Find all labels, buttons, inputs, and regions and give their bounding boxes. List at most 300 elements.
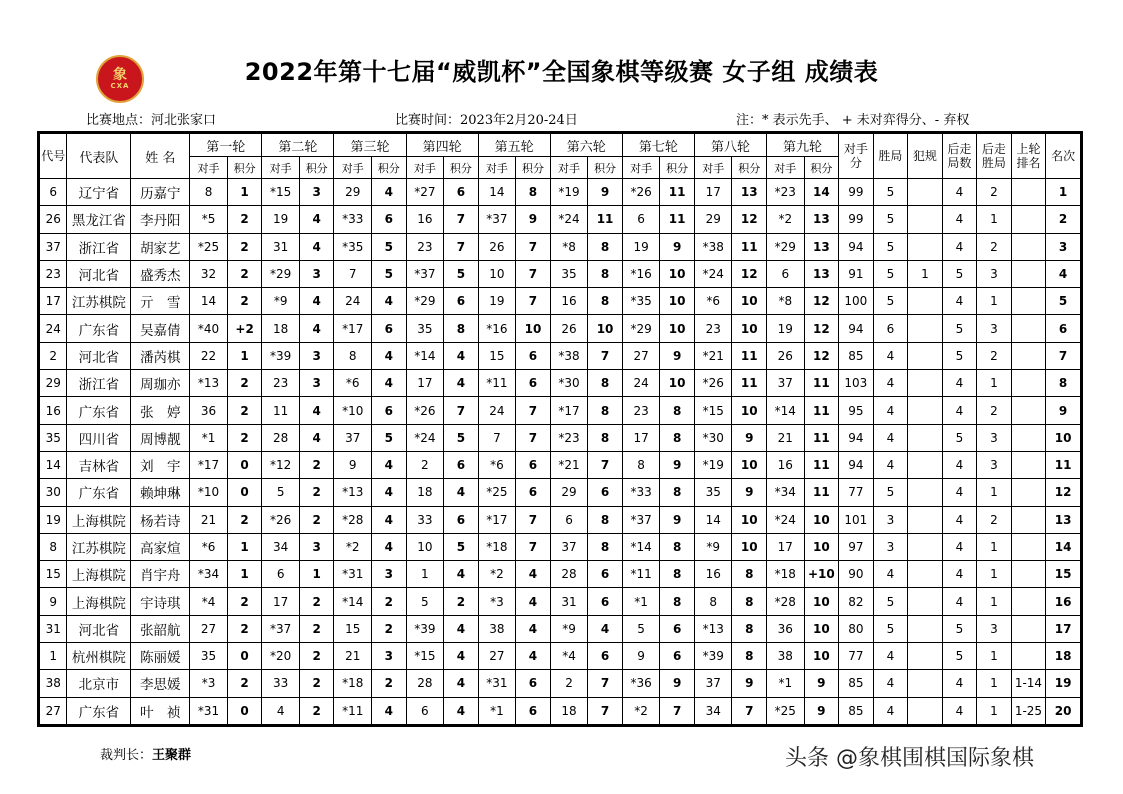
opponent-score: 77 (839, 643, 874, 670)
round-opponent: 38 (478, 615, 516, 642)
round-opponent: 17 (622, 424, 660, 451)
round-points: 10 (588, 315, 623, 342)
round-opponent: 37 (694, 670, 732, 697)
round-points: 6 (516, 342, 551, 369)
subheader-opponent: 对手 (334, 157, 372, 179)
player-name: 周珈亦 (131, 370, 190, 397)
round-opponent: 18 (550, 697, 588, 724)
player-team: 广东省 (67, 697, 131, 724)
table-row (40, 397, 1081, 424)
round-opponent: 14 (694, 506, 732, 533)
fouls (908, 424, 943, 451)
round-points: 8 (588, 397, 623, 424)
round-opponent: *24 (767, 506, 805, 533)
round-points: 2 (227, 370, 262, 397)
player-name: 肖宇舟 (131, 561, 190, 588)
round-points: 8 (732, 643, 767, 670)
round-points: 6 (660, 643, 695, 670)
round-points: 7 (516, 533, 551, 560)
last-rank (1011, 260, 1046, 287)
round-points: 3 (299, 260, 334, 287)
chief-referee-label: 裁判长： (100, 748, 153, 763)
wins: 5 (873, 615, 908, 642)
round-opponent: 4 (262, 697, 300, 724)
round-points: 4 (372, 479, 407, 506)
subheader-opponent: 对手 (622, 157, 660, 179)
round-points: 6 (516, 451, 551, 478)
round-points: 0 (227, 643, 262, 670)
player-name: 盛秀杰 (131, 260, 190, 287)
round-points: 6 (588, 588, 623, 615)
round-points: 4 (444, 697, 479, 724)
second-wins: 1 (977, 206, 1012, 233)
round-opponent: *31 (478, 670, 516, 697)
second-games: 4 (942, 506, 977, 533)
round-opponent: *2 (767, 206, 805, 233)
round-points: 7 (660, 697, 695, 724)
round-points: 12 (804, 342, 839, 369)
round-opponent: *37 (406, 260, 444, 287)
header-code: 代号 (40, 134, 67, 179)
wins: 4 (873, 342, 908, 369)
table-row (40, 288, 1081, 315)
round-points: 3 (372, 643, 407, 670)
round-points: 4 (299, 288, 334, 315)
last-rank (1011, 370, 1046, 397)
round-opponent: *9 (262, 288, 300, 315)
round-opponent: *15 (694, 397, 732, 424)
round-points: 2 (227, 233, 262, 260)
round-points: 10 (804, 615, 839, 642)
player-name: 叶 祯 (131, 697, 190, 724)
round-points: 9 (660, 342, 695, 369)
final-rank: 8 (1046, 370, 1081, 397)
player-team: 江苏棋院 (67, 533, 131, 560)
last-rank (1011, 397, 1046, 424)
player-code: 2 (40, 342, 67, 369)
round-points: 7 (444, 206, 479, 233)
round-opponent: 7 (478, 424, 516, 451)
round-opponent: 35 (694, 479, 732, 506)
round-opponent: 15 (334, 615, 372, 642)
round-opponent: *29 (406, 288, 444, 315)
table-row (40, 179, 1081, 206)
round-points: 13 (804, 206, 839, 233)
round-opponent: 16 (406, 206, 444, 233)
second-wins: 1 (977, 288, 1012, 315)
second-wins: 1 (977, 670, 1012, 697)
watermark-text: 头条 @象棋围棋国际象棋 (785, 746, 1034, 771)
round-opponent: *27 (406, 179, 444, 206)
round-opponent: *1 (478, 697, 516, 724)
subheader-points: 积分 (372, 157, 407, 179)
round-points: 0 (227, 479, 262, 506)
second-wins: 3 (977, 315, 1012, 342)
round-points: 4 (299, 424, 334, 451)
round-opponent: *16 (478, 315, 516, 342)
player-code: 17 (40, 288, 67, 315)
round-opponent: 8 (334, 342, 372, 369)
round-points: 6 (444, 288, 479, 315)
player-name: 周博靓 (131, 424, 190, 451)
round-opponent: *19 (550, 179, 588, 206)
opponent-score: 85 (839, 670, 874, 697)
round-points: 8 (660, 588, 695, 615)
player-team: 河北省 (67, 615, 131, 642)
round-points: 2 (299, 588, 334, 615)
second-games: 4 (942, 233, 977, 260)
round-points: 4 (299, 233, 334, 260)
round-opponent: *8 (550, 233, 588, 260)
second-wins: 1 (977, 643, 1012, 670)
header-second-wins: 后走胜局 (977, 134, 1012, 179)
round-points: 12 (732, 206, 767, 233)
round-points: 6 (516, 670, 551, 697)
round-points: 7 (732, 697, 767, 724)
round-opponent: 23 (694, 315, 732, 342)
player-code: 1 (40, 643, 67, 670)
second-games: 4 (942, 479, 977, 506)
final-rank: 6 (1046, 315, 1081, 342)
player-code: 19 (40, 506, 67, 533)
round-points: 4 (372, 370, 407, 397)
round-opponent: 5 (406, 588, 444, 615)
player-name: 张韶航 (131, 615, 190, 642)
player-team: 江苏棋院 (67, 288, 131, 315)
header-opponent-score: 对手分 (839, 134, 874, 179)
wins: 5 (873, 179, 908, 206)
fouls (908, 561, 943, 588)
round-points: 9 (516, 206, 551, 233)
table-row (40, 206, 1081, 233)
final-rank: 13 (1046, 506, 1081, 533)
round-opponent: *2 (622, 697, 660, 724)
second-games: 4 (942, 206, 977, 233)
round-opponent: *24 (550, 206, 588, 233)
second-games: 5 (942, 424, 977, 451)
second-games: 4 (942, 670, 977, 697)
round-opponent: *2 (334, 533, 372, 560)
opponent-score: 91 (839, 260, 874, 287)
results-table-wrapper (37, 131, 1083, 727)
round-opponent: 6 (622, 206, 660, 233)
player-team: 上海棋院 (67, 588, 131, 615)
wins: 5 (873, 479, 908, 506)
round-opponent: 29 (550, 479, 588, 506)
match-time: 比赛时间：2023年2月20-24日 (395, 113, 578, 128)
round-points: 8 (732, 561, 767, 588)
player-code: 6 (40, 179, 67, 206)
fouls (908, 370, 943, 397)
opponent-score: 90 (839, 561, 874, 588)
round-points: 8 (660, 561, 695, 588)
player-name: 刘 宇 (131, 451, 190, 478)
round-opponent: *37 (478, 206, 516, 233)
round-opponent: 26 (478, 233, 516, 260)
round-points: 11 (804, 451, 839, 478)
round-points: 13 (732, 179, 767, 206)
opponent-score: 100 (839, 288, 874, 315)
round-opponent: *36 (622, 670, 660, 697)
round-points: 11 (732, 370, 767, 397)
round-opponent: *18 (767, 561, 805, 588)
table-row (40, 479, 1081, 506)
round-opponent: *38 (550, 342, 588, 369)
round-points: 2 (372, 588, 407, 615)
round-opponent: *11 (478, 370, 516, 397)
table-row (40, 315, 1081, 342)
second-games: 4 (942, 451, 977, 478)
opponent-score: 103 (839, 370, 874, 397)
round-points: 2 (299, 615, 334, 642)
round-opponent: 16 (550, 288, 588, 315)
round-points: 3 (299, 533, 334, 560)
round-points: 9 (660, 506, 695, 533)
round-opponent: *39 (262, 342, 300, 369)
second-games: 4 (942, 533, 977, 560)
round-opponent: *26 (694, 370, 732, 397)
final-rank: 19 (1046, 670, 1081, 697)
round-opponent: *14 (767, 397, 805, 424)
opponent-score: 97 (839, 533, 874, 560)
round-opponent: *34 (190, 561, 228, 588)
second-games: 4 (942, 179, 977, 206)
header-round-7: 第七轮 (622, 134, 694, 157)
round-points: 3 (372, 561, 407, 588)
player-team: 河北省 (67, 342, 131, 369)
round-points: 10 (732, 506, 767, 533)
round-opponent: *12 (262, 451, 300, 478)
round-points: 8 (660, 479, 695, 506)
second-games: 4 (942, 370, 977, 397)
round-points: 3 (299, 342, 334, 369)
opponent-score: 85 (839, 697, 874, 724)
round-opponent: *4 (190, 588, 228, 615)
subheader-opponent: 对手 (262, 157, 300, 179)
fouls (908, 588, 943, 615)
round-points: 4 (444, 479, 479, 506)
table-row (40, 561, 1081, 588)
wins: 4 (873, 451, 908, 478)
round-points: 7 (444, 233, 479, 260)
subheader-opponent: 对手 (406, 157, 444, 179)
round-points: 2 (372, 670, 407, 697)
round-points: 10 (732, 451, 767, 478)
header-second-games: 后走局数 (942, 134, 977, 179)
round-points: 4 (444, 561, 479, 588)
second-games: 5 (942, 643, 977, 670)
round-points: 7 (588, 451, 623, 478)
last-rank (1011, 451, 1046, 478)
opponent-score: 94 (839, 424, 874, 451)
player-code: 9 (40, 588, 67, 615)
round-opponent: 34 (694, 697, 732, 724)
round-points: 4 (444, 370, 479, 397)
round-opponent: *10 (190, 479, 228, 506)
final-rank: 16 (1046, 588, 1081, 615)
player-code: 16 (40, 397, 67, 424)
round-points: 8 (588, 370, 623, 397)
round-points: 13 (804, 233, 839, 260)
round-points: 4 (516, 643, 551, 670)
round-opponent: *9 (550, 615, 588, 642)
round-points: 2 (227, 615, 262, 642)
round-points: 2 (227, 424, 262, 451)
round-points: 12 (804, 288, 839, 315)
last-rank (1011, 533, 1046, 560)
subheader-points: 积分 (660, 157, 695, 179)
round-opponent: *17 (190, 451, 228, 478)
round-points: 8 (588, 533, 623, 560)
opponent-score: 94 (839, 233, 874, 260)
round-points: 4 (444, 643, 479, 670)
last-rank (1011, 233, 1046, 260)
opponent-score: 99 (839, 206, 874, 233)
last-rank (1011, 643, 1046, 670)
wins: 4 (873, 697, 908, 724)
round-opponent: *26 (622, 179, 660, 206)
round-opponent: *30 (694, 424, 732, 451)
round-points: 8 (516, 179, 551, 206)
round-opponent: 17 (406, 370, 444, 397)
opponent-score: 99 (839, 179, 874, 206)
round-points: 2 (372, 615, 407, 642)
second-wins: 2 (977, 233, 1012, 260)
second-games: 5 (942, 315, 977, 342)
round-opponent: *29 (262, 260, 300, 287)
round-opponent: 19 (262, 206, 300, 233)
round-opponent: 37 (767, 370, 805, 397)
round-points: 10 (660, 370, 695, 397)
round-opponent: 36 (190, 397, 228, 424)
round-opponent: *3 (190, 670, 228, 697)
round-points: 9 (732, 670, 767, 697)
wins: 6 (873, 315, 908, 342)
second-wins: 1 (977, 479, 1012, 506)
round-opponent: *23 (767, 179, 805, 206)
round-opponent: 27 (478, 643, 516, 670)
round-points: 7 (588, 670, 623, 697)
results-table (39, 133, 1081, 725)
last-rank (1011, 506, 1046, 533)
last-rank (1011, 179, 1046, 206)
player-name: 陈丽媛 (131, 643, 190, 670)
round-points: 11 (804, 424, 839, 451)
round-opponent: *34 (767, 479, 805, 506)
round-opponent: *24 (694, 260, 732, 287)
fouls (908, 288, 943, 315)
round-opponent: 33 (406, 506, 444, 533)
subheader-opponent: 对手 (190, 157, 228, 179)
round-opponent: *21 (550, 451, 588, 478)
round-opponent: 22 (190, 342, 228, 369)
player-team: 浙江省 (67, 233, 131, 260)
round-points: 7 (588, 342, 623, 369)
player-code: 29 (40, 370, 67, 397)
round-opponent: 16 (694, 561, 732, 588)
round-opponent: 6 (262, 561, 300, 588)
round-opponent: 6 (406, 697, 444, 724)
second-games: 5 (942, 615, 977, 642)
second-wins: 3 (977, 260, 1012, 287)
round-opponent: *13 (694, 615, 732, 642)
last-rank (1011, 479, 1046, 506)
opponent-score: 82 (839, 588, 874, 615)
subheader-points: 积分 (227, 157, 262, 179)
last-rank (1011, 342, 1046, 369)
round-points: 1 (227, 533, 262, 560)
player-team: 上海棋院 (67, 506, 131, 533)
round-opponent: 7 (334, 260, 372, 287)
fouls (908, 533, 943, 560)
round-opponent: *17 (550, 397, 588, 424)
round-opponent: *20 (262, 643, 300, 670)
second-wins: 1 (977, 533, 1012, 560)
opponent-score: 85 (839, 342, 874, 369)
round-opponent: 14 (478, 179, 516, 206)
player-team: 广东省 (67, 397, 131, 424)
final-rank: 10 (1046, 424, 1081, 451)
round-opponent: *26 (262, 506, 300, 533)
round-points: 10 (660, 288, 695, 315)
subheader-opponent: 对手 (478, 157, 516, 179)
round-points: 6 (660, 615, 695, 642)
header-name: 姓 名 (131, 134, 190, 179)
subheader-opponent: 对手 (767, 157, 805, 179)
round-points: 1 (227, 342, 262, 369)
round-opponent: 24 (478, 397, 516, 424)
round-opponent: 31 (262, 233, 300, 260)
round-opponent: 24 (334, 288, 372, 315)
second-wins: 3 (977, 424, 1012, 451)
round-points: 14 (804, 179, 839, 206)
second-wins: 2 (977, 179, 1012, 206)
player-name: 历嘉宁 (131, 179, 190, 206)
round-points: 3 (299, 370, 334, 397)
round-points: 2 (227, 288, 262, 315)
final-rank: 11 (1046, 451, 1081, 478)
round-opponent: 17 (694, 179, 732, 206)
round-opponent: *26 (406, 397, 444, 424)
final-rank: 1 (1046, 179, 1081, 206)
round-points: 11 (804, 397, 839, 424)
last-rank (1011, 561, 1046, 588)
round-opponent: 10 (406, 533, 444, 560)
round-points: 8 (588, 506, 623, 533)
round-opponent: 19 (622, 233, 660, 260)
round-opponent: 9 (334, 451, 372, 478)
final-rank: 3 (1046, 233, 1081, 260)
wins: 3 (873, 506, 908, 533)
player-team: 四川省 (67, 424, 131, 451)
round-opponent: *9 (694, 533, 732, 560)
round-points: 11 (804, 370, 839, 397)
second-wins: 2 (977, 506, 1012, 533)
table-row (40, 451, 1081, 478)
second-games: 5 (942, 260, 977, 287)
round-points: 0 (227, 697, 262, 724)
round-points: 9 (804, 697, 839, 724)
round-points: 4 (444, 670, 479, 697)
header-round-5: 第五轮 (478, 134, 550, 157)
round-points: 4 (444, 342, 479, 369)
round-opponent: 15 (478, 342, 516, 369)
round-points: 7 (516, 506, 551, 533)
round-opponent: *14 (334, 588, 372, 615)
final-rank: 17 (1046, 615, 1081, 642)
round-opponent: *4 (550, 643, 588, 670)
round-opponent: 9 (622, 643, 660, 670)
